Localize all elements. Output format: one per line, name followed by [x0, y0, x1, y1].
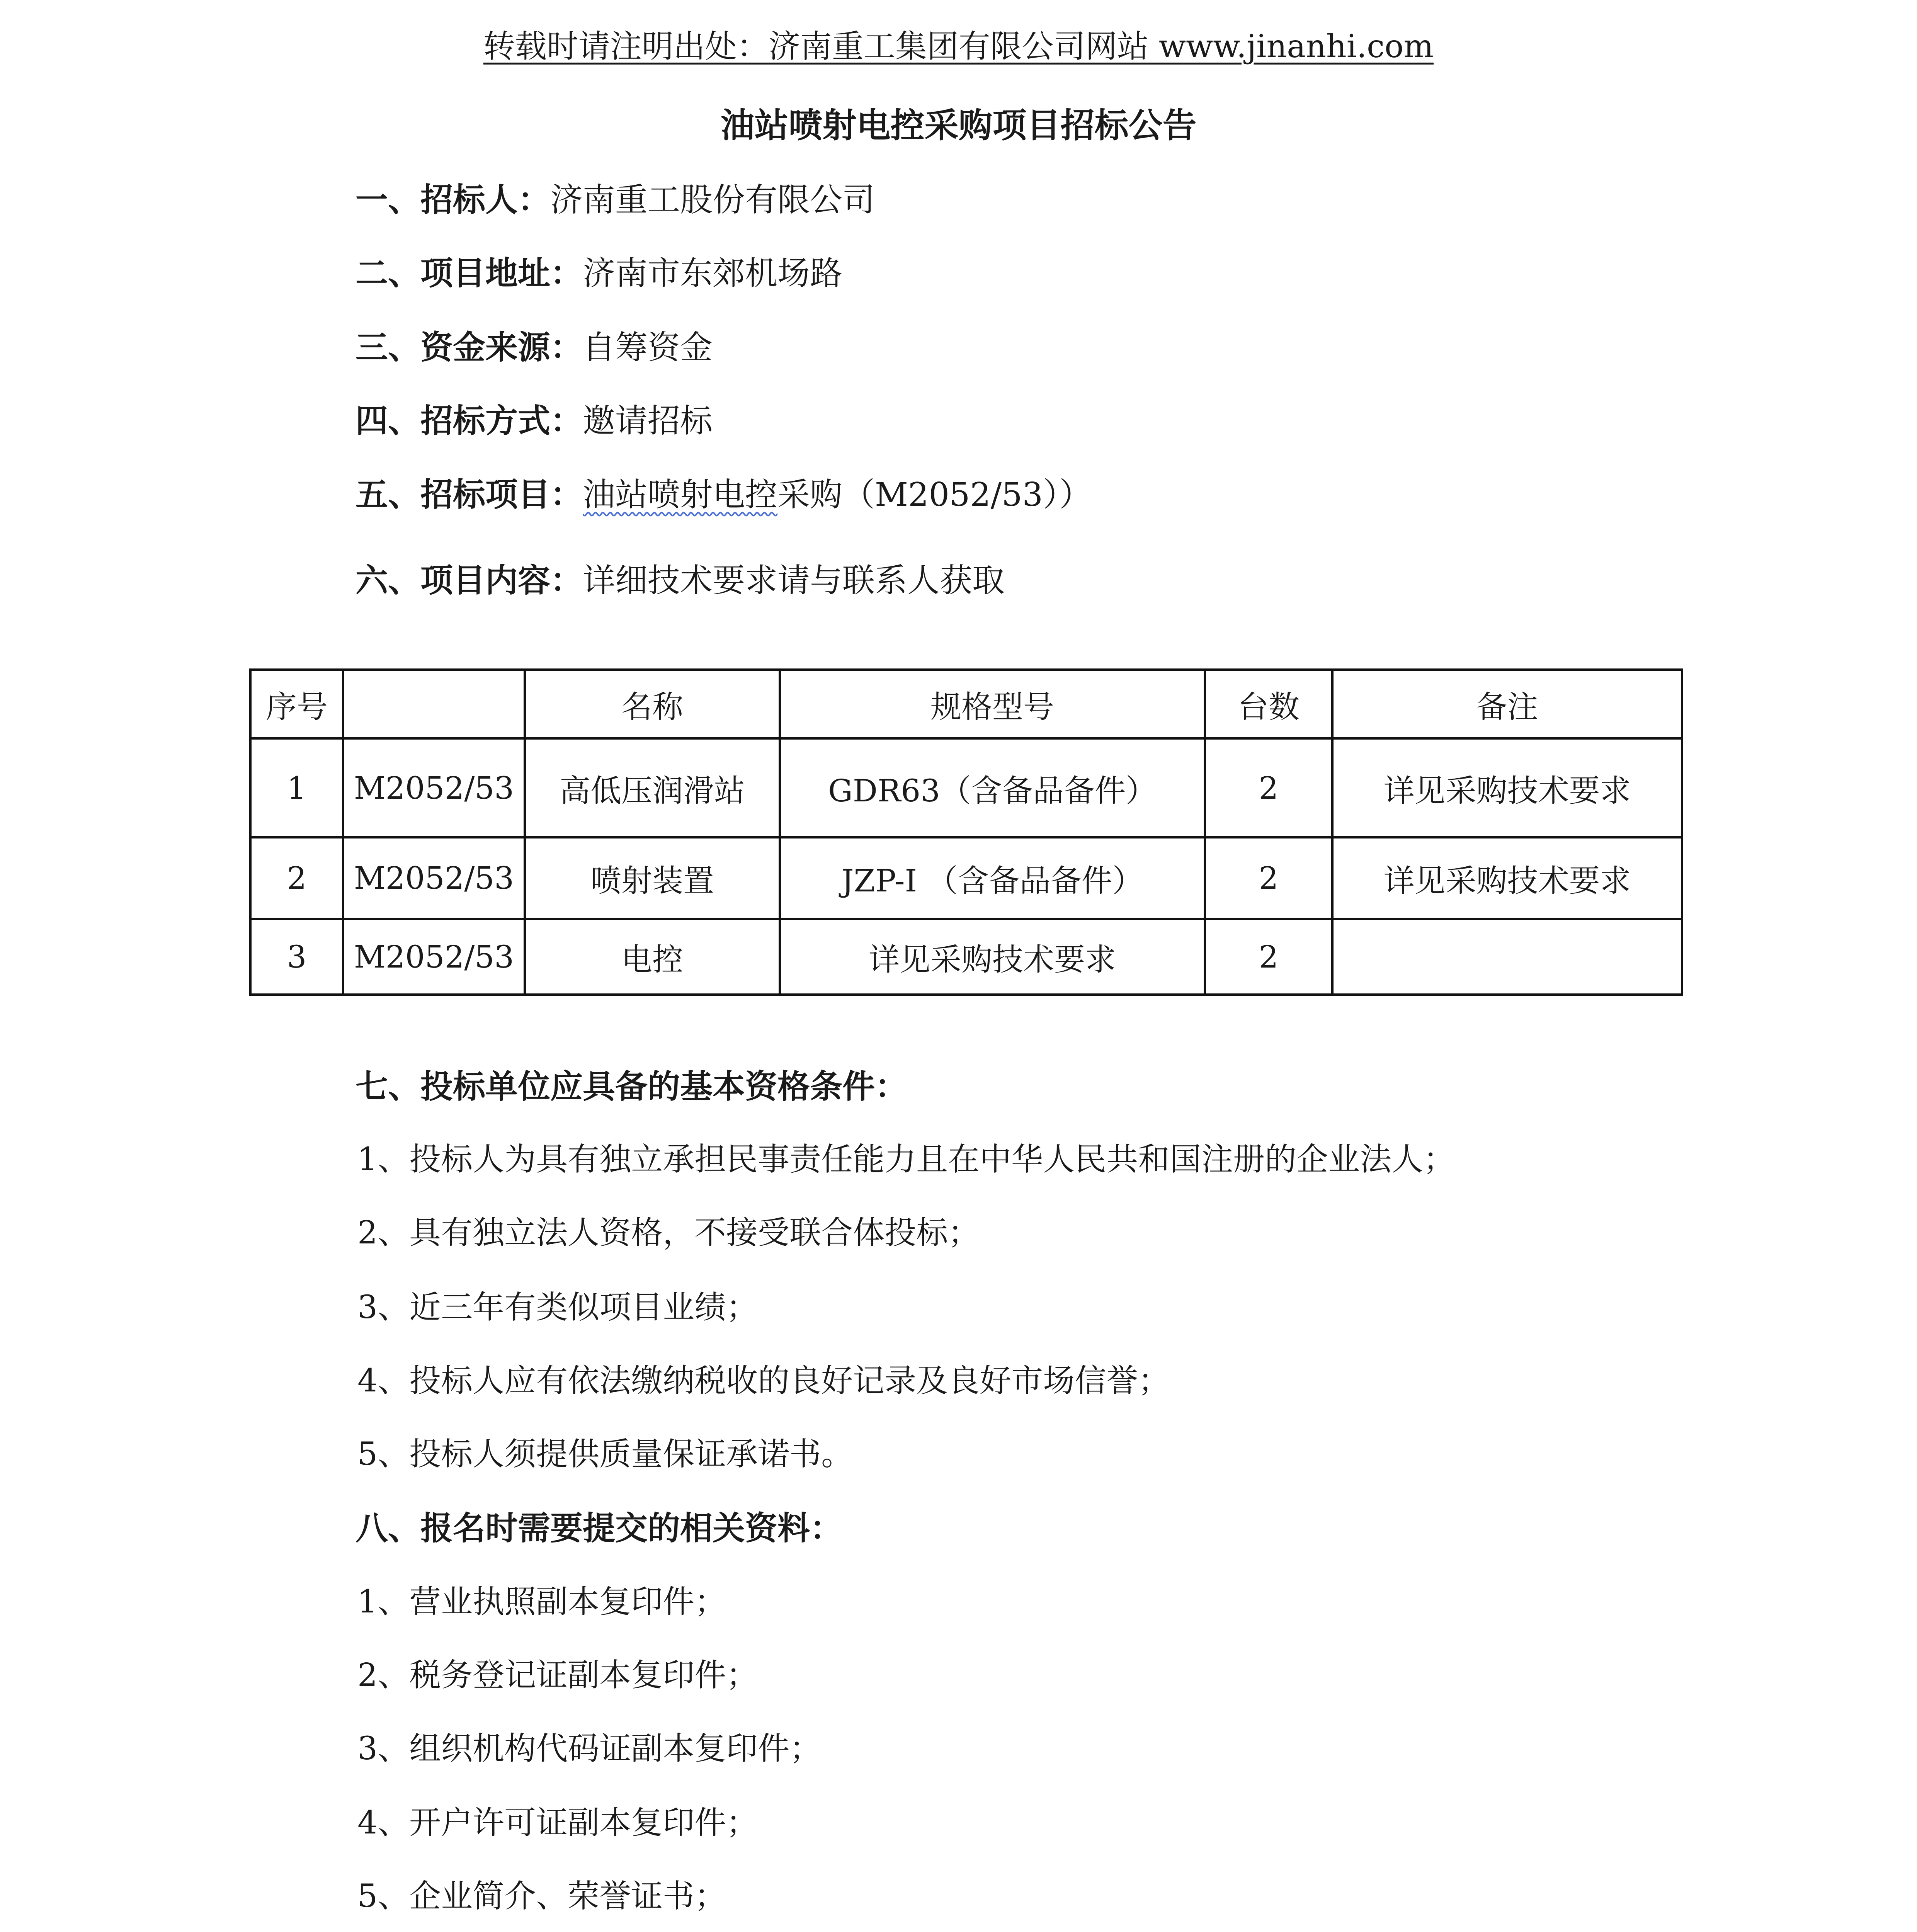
table-cell: 3 — [250, 919, 343, 995]
table-cell: 电控 — [525, 919, 780, 995]
section-label: 四、招标方式： — [356, 401, 583, 440]
section-project — [356, 469, 1092, 515]
section-label: 三、资金来源： — [356, 328, 583, 366]
section-value: 自筹资金 — [583, 328, 713, 366]
table-cell: 喷射装置 — [525, 837, 780, 919]
section-label: 二、项目地址： — [356, 254, 583, 292]
list-item: 3、近三年有类似项目业绩； — [357, 1289, 758, 1326]
section-funding — [356, 321, 713, 368]
table-cell: 2 — [1205, 837, 1332, 919]
table-header-cell: 备注 — [1332, 670, 1682, 738]
section-label: 五、招标项目： — [356, 475, 583, 514]
table-cell: M2052/53 — [343, 919, 525, 995]
page-title: 油站喷射电控采购项目招标公告 — [720, 105, 1197, 145]
table-row — [250, 837, 1682, 919]
table-cell: 高低压润滑站 — [525, 738, 780, 837]
table-cell: 2 — [1205, 738, 1332, 837]
section-value: 采购（M2052/53）） — [777, 476, 1092, 514]
list-item: 4、投标人应有依法缴纳税收的良好记录及良好市场信誉； — [357, 1362, 1170, 1399]
heading-text: 七、投标单位应具备的基本资格条件： — [356, 1067, 908, 1105]
list-item: 2、税务登记证副本复印件； — [357, 1657, 758, 1694]
table-cell: 2 — [250, 837, 343, 919]
table-header-cell: 规格型号 — [780, 670, 1205, 738]
table-cell: 详见采购技术要求 — [1332, 738, 1682, 837]
table-header-cell: 台数 — [1205, 670, 1332, 738]
procurement-table — [249, 668, 1683, 996]
table-row — [250, 738, 1682, 837]
table-cell: GDR63（含备品备件） — [780, 738, 1205, 837]
section-content — [356, 554, 1005, 601]
section-value: 济南市东郊机场路 — [583, 254, 843, 292]
section-address — [356, 247, 842, 294]
table-cell: 2 — [1205, 919, 1332, 995]
section-method — [356, 395, 713, 442]
source-banner: 转载时请注明出处：济南重工集团有限公司网站 www.jinanhi.com — [483, 28, 1434, 65]
list-item: 1、营业执照副本复印件； — [357, 1583, 726, 1620]
table-cell — [1332, 919, 1682, 995]
section-value-underlined: 油站喷射电控 — [583, 476, 778, 514]
table-cell: M2052/53 — [343, 738, 525, 837]
list-item: 5、投标人须提供质量保证承诺书。 — [357, 1436, 853, 1473]
table-cell: M2052/53 — [343, 837, 525, 919]
materials-heading — [356, 1502, 842, 1549]
table-cell: 详见采购技术要求 — [1332, 837, 1682, 919]
list-item: 1、投标人为具有独立承担民事责任能力且在中华人民共和国注册的企业法人； — [357, 1141, 1455, 1178]
section-label: 一、招标人： — [356, 180, 551, 219]
list-item: 4、开户许可证副本复印件； — [357, 1804, 758, 1841]
heading-text: 八、报名时需要提交的相关资料： — [356, 1509, 843, 1547]
list-item: 5、企业简介、荣誉证书； — [357, 1878, 726, 1915]
table-row — [250, 919, 1682, 995]
section-label: 六、项目内容： — [356, 561, 583, 599]
section-value: 邀请招标 — [583, 402, 713, 440]
table-cell: 详见采购技术要求 — [780, 919, 1205, 995]
section-value: 详细技术要求请与联系人获取 — [583, 561, 1005, 599]
table-cell: JZP-I （含备品备件） — [780, 837, 1205, 919]
table-header-row — [250, 670, 1682, 738]
section-tenderer — [356, 174, 875, 221]
table-header-cell: 序号 — [250, 670, 343, 738]
list-item: 2、具有独立法人资格，不接受联合体投标； — [357, 1214, 980, 1251]
list-item: 3、组织机构代码证副本复印件； — [357, 1730, 822, 1767]
section-value: 济南重工股份有限公司 — [550, 181, 875, 219]
table-header-cell: 名称 — [525, 670, 780, 738]
table-cell: 1 — [250, 738, 343, 837]
qualifications-heading — [356, 1061, 907, 1107]
table-header-cell — [343, 670, 525, 738]
